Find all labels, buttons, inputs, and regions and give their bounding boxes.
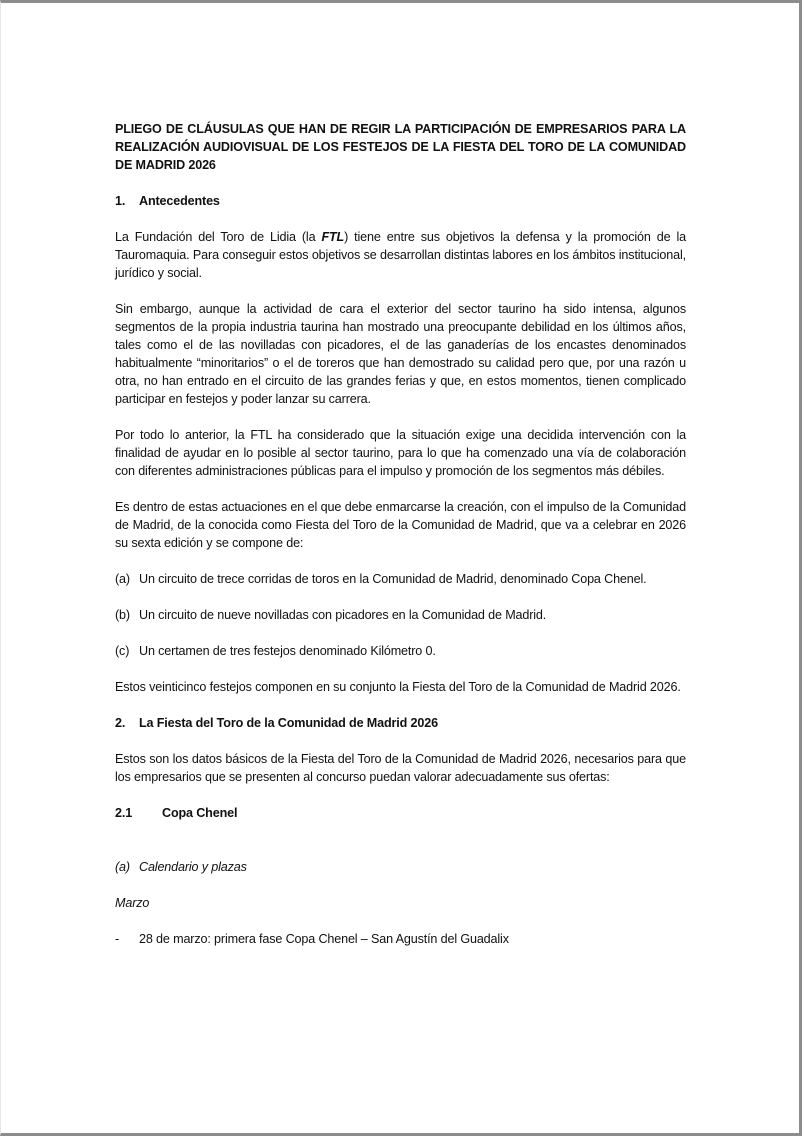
section-title: Antecedentes bbox=[139, 194, 220, 208]
ftl-abbreviation: FTL bbox=[321, 230, 345, 244]
subsection-number: 2.1 bbox=[115, 806, 133, 820]
calendar-subheading bbox=[115, 858, 686, 876]
section-number: 2. bbox=[115, 716, 126, 730]
section-1-heading bbox=[115, 192, 686, 210]
event-text: 28 de marzo: primera fase Copa Chenel – San Agustín del Guadalix bbox=[139, 932, 509, 946]
month-label: Marzo bbox=[115, 896, 150, 910]
section-title: La Fiesta del Toro de la Comunidad de Madrid 2026 bbox=[139, 716, 438, 730]
sub-label: (a) bbox=[115, 860, 130, 874]
list-label: (b) bbox=[115, 608, 130, 622]
list-text: Un circuito de trece corridas de toros en la Comunidad de Madrid, denominado Copa Chenel. bbox=[139, 572, 647, 586]
paragraph-sector-weakness: Sin embargo, aunque la actividad de cara el exterior del sector taurino ha sido intensa, algunos segmentos de la propia industria taurina han mostrado una preocupante debilidad en los últimos años, tales como el de las novilladas con picadores, el de las ganaderías de los encastes denominados habitualmente “minoritarios” o el de toreros que han demostrado su calidad pero que, por una razón u otra, no han entrado en el circuito de las grandes ferias y que, en estos momentos, tienen complicado participar en festejos y poder lanzar su carrera. bbox=[115, 302, 686, 406]
paragraph-ftl-intro bbox=[115, 228, 686, 282]
document-body bbox=[115, 120, 686, 948]
list-text: Un circuito de nueve novilladas con picadores en la Comunidad de Madrid. bbox=[139, 608, 547, 622]
paragraph-fiesta-creation: Es dentro de estas actuaciones en el que debe enmarcarse la creación, con el impulso de la Comunidad de Madrid, de la conocida como Fiesta del Toro de la Comunidad de Madrid, que va a celebrar en 2026 su sexta edición y se compone de: bbox=[115, 500, 686, 550]
subsection-title: Copa Chenel bbox=[162, 806, 238, 820]
list-item-c bbox=[115, 642, 686, 660]
list-item-a bbox=[115, 570, 686, 588]
event-item bbox=[115, 930, 686, 948]
dash-bullet: - bbox=[115, 932, 120, 946]
paragraph-ftl-intervention: Por todo lo anterior, la FTL ha considerado que la situación exige una decidida intervención con la finalidad de ayudar en lo posible al sector taurino, para lo que ha comenzado una vía de colaboración con diferentes administraciones públicas para el impulso y promoción de los segmentos más débiles. bbox=[115, 428, 686, 478]
paragraph-text: La Fundación del Toro de Lidia (la bbox=[115, 230, 322, 244]
section-2-heading bbox=[115, 714, 686, 732]
list-item-b bbox=[115, 606, 686, 624]
subsection-2-1-heading bbox=[115, 804, 686, 822]
paragraph-basic-data: Estos son los datos básicos de la Fiesta del Toro de la Comunidad de Madrid 2026, necesarios para que los empresarios que se presenten al concurso puedan valorar adecuadamente sus ofertas: bbox=[115, 752, 686, 784]
list-label: (c) bbox=[115, 644, 130, 658]
list-text: Un certamen de tres festejos denominado Kilómetro 0. bbox=[139, 644, 436, 658]
sub-title: Calendario y plazas bbox=[139, 860, 247, 874]
section-number: 1. bbox=[115, 194, 126, 208]
paragraph-total-festejos: Estos veinticinco festejos componen en su conjunto la Fiesta del Toro de la Comunidad de Madrid 2026. bbox=[115, 680, 681, 694]
paragraph-text: ) tiene entre sus objetivos la defensa y la promoción de la Tauromaquia. Para conseguir estos objetivos se desarrollan distintas labores en los ámbitos institucional, jurídico y social. bbox=[115, 230, 686, 280]
document-title: PLIEGO DE CLÁUSULAS QUE HAN DE REGIR LA PARTICIPACIÓN DE EMPRESARIOS PARA LA REALIZACIÓN AUDIOVISUAL DE LOS FESTEJOS DE LA FIESTA DEL TORO DE LA COMUNIDAD DE MADRID 2026 bbox=[115, 122, 686, 172]
list-label: (a) bbox=[115, 572, 130, 586]
